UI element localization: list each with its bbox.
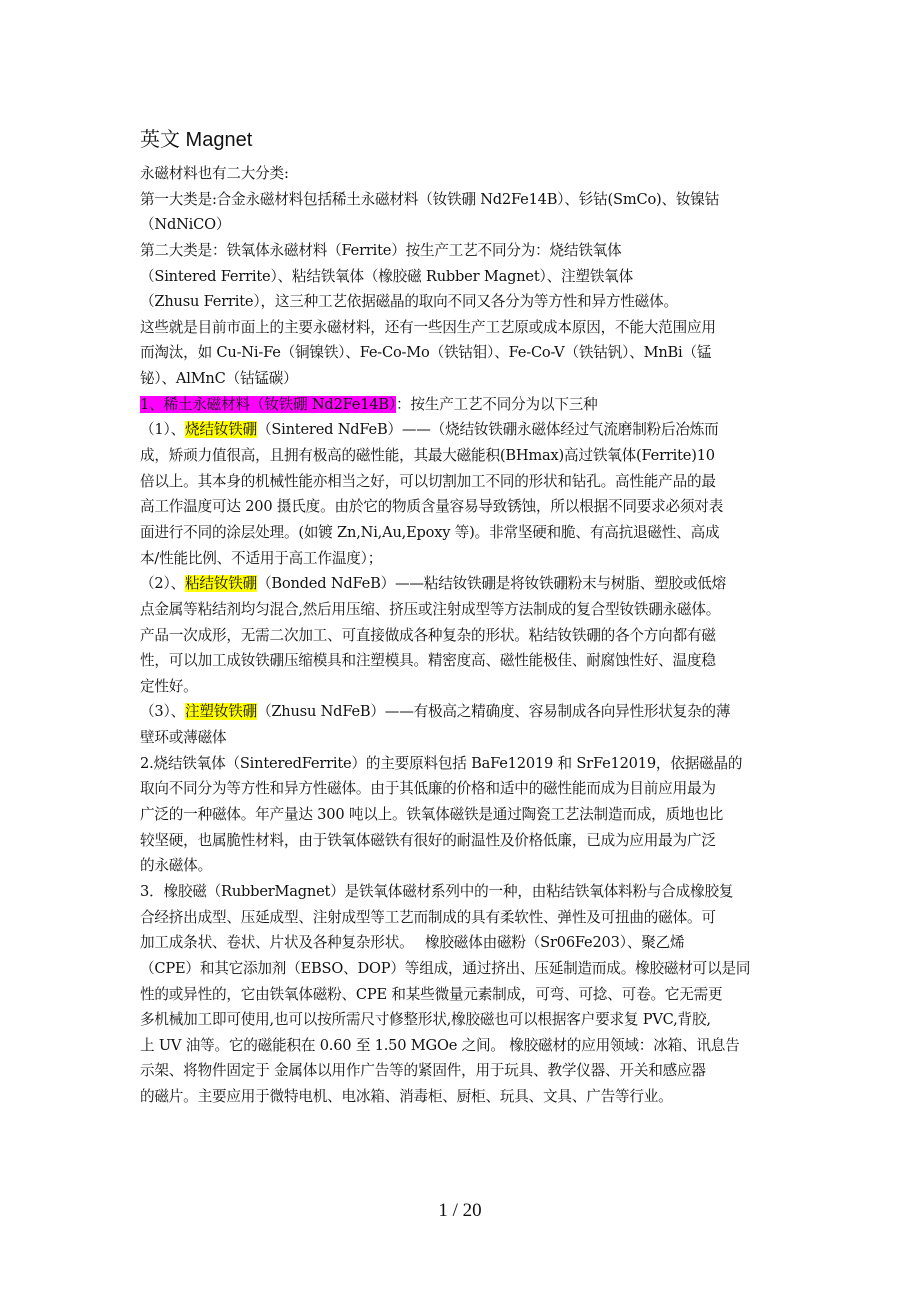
text-segment: 这些就是目前市面上的主要永磁材料，还有一些因生产工艺原或成本原因，不能大范围应用 [140,318,716,336]
text-line [140,366,785,392]
text-segment: 本/性能比例、不适用于高工作温度）； [140,549,383,567]
text-segment: 的磁片。主要应用于微特电机、电冰箱、消毒柜、厨柜、玩具、文具、广告等行业。 [140,1088,673,1106]
text-line [140,853,785,879]
highlighted-text: 注塑钕铁硼 [184,703,257,721]
text-line [140,725,785,751]
text-segment: 产品一次成形，无需二次加工、可直接做成各种复杂的形状。粘结钕铁硼的各个方向都有磁 [140,626,716,644]
text-line [140,520,785,546]
text-line [140,699,785,725]
text-segment: （NdNiCO） [140,216,231,234]
text-line [140,623,785,649]
text-line [140,187,785,213]
text-segment: 第一大类是:合金永磁材料包括稀土永磁材料（钕铁硼 Nd2Fe14B）、钐钴(SmCo)、钕镍钴 [140,190,720,208]
text-line [140,828,785,854]
text-segment: 面进行不同的涂层处理。(如镀 Zn,Ni,Au,Epoxy 等)。非常坚硬和脆、有高抗退磁性、高成 [140,523,720,541]
text-segment: 铋）、AlMnC（钴锰碳） [140,370,298,388]
text-line [140,571,785,597]
text-segment: 壁环或薄磁体 [140,729,227,747]
text-line [140,648,785,674]
highlighted-text: 粘结钕铁硼 [184,575,257,593]
text-line [140,879,785,905]
text-line [140,1007,785,1033]
text-line [140,469,785,495]
text-segment: （Zhusu NdFeB）——有极高之精确度、容易制成各向异性形状复杂的薄 [256,703,731,721]
text-segment: 倍以上。其本身的机械性能亦相当之好，可以切割加工不同的形状和钻孔。高性能产品的最 [140,472,716,490]
text-segment: 点金属等粘结剂均匀混合,然后用压缩、挤压或注射成型等方法制成的复合型钕铁硼永磁体。 [140,600,721,618]
text-line [140,930,785,956]
text-segment: ：按生产工艺不同分为以下三种 [396,395,598,413]
page-indicator: 1 / 20 [438,1200,482,1221]
text-segment: （CPE）和其它添加剂（EBSO、DOP）等组成，通过挤出、压延制造而成。橡胶磁材可以是同 [140,959,751,977]
text-segment: 上 UV 油等。它的磁能积在 0.60 至 1.50 MGOe 之间。 橡胶磁材的应用领域：冰箱、讯息告 [140,1036,740,1054]
text-segment: 而淘汰，如 Cu-Ni-Fe（铜镍铁）、Fe-Co-Mo（铁钴钼）、Fe-Co-V（铁钴钒）、MnBi（锰 [140,344,712,362]
highlighted-text: 烧结钕铁硼 [184,421,257,439]
text-segment: （1）、 [140,421,185,439]
text-segment: 性，可以加工成钕铁硼压缩模具和注塑模具。精密度高、磁性能极佳、耐腐蚀性好、温度稳 [140,652,716,670]
text-line [140,340,785,366]
text-line [140,905,785,931]
text-segment: （Sintered Ferrite）、粘结铁氧体（橡胶磁 Rubber Magnet）、注塑铁氧体 [140,267,633,285]
text-line [140,289,785,315]
text-segment: 合经挤出成型、压延成型、注射成型等工艺而制成的具有柔软性、弹性及可扭曲的磁体。可 [140,908,716,926]
text-segment: 较坚硬，也属脆性材料，由于铁氧体磁铁有很好的耐温性及价格低廉，已成为应用最为广泛 [140,831,716,849]
text-line [140,802,785,828]
text-line [140,751,785,777]
text-segment: 取向不同分为等方性和异方性磁体。由于其低廉的价格和适中的磁性能而成为目前应用最为 [140,780,716,798]
text-line [140,1058,785,1084]
text-segment: 高工作温度可达 200 摄氏度。由於它的物质含量容易导致锈蚀，所以根据不同要求必须对表 [140,498,724,516]
text-segment: 3．橡胶磁（RubberMagnet）是铁氧体磁材系列中的一种，由粘结铁氧体料粉与合成橡胶复 [140,882,734,900]
text-line [140,161,785,187]
text-segment: 性的或异性的，它由铁氧体磁粉、CPE 和某些微量元素制成，可弯、可捻、可卷。它无需更 [140,985,723,1003]
text-segment: （2）、 [140,575,185,593]
text-line [140,982,785,1008]
text-line [140,264,785,290]
text-line [140,443,785,469]
text-line [140,597,785,623]
text-line [140,1033,785,1059]
text-segment: 第二大类是：铁氧体永磁材料（Ferrite）按生产工艺不同分为：烧结铁氧体 [140,241,622,259]
text-line [140,776,785,802]
text-line [140,392,785,418]
highlighted-text: 1、稀土永磁材料（钕铁硼 Nd2Fe14B） [140,395,397,413]
document-body [140,161,785,1110]
text-segment: 成，矫顽力值很高，且拥有极高的磁性能，其最大磁能积(BHmax)高过铁氧体(Ferrite)10 [140,447,715,465]
text-line [140,494,785,520]
text-line [140,674,785,700]
text-segment: （Zhusu Ferrite），这三种工艺依据磁晶的取向不同又各分为等方性和异方性磁体。 [140,293,678,311]
text-line [140,315,785,341]
text-segment: （Bonded NdFeB）——粘结钕铁硼是将钕铁硼粉末与树脂、塑胶或低熔 [256,575,727,593]
text-line [140,212,785,238]
text-segment: 广泛的一种磁体。年产量达 300 吨以上。铁氧体磁铁是通过陶瓷工艺法制造而成，质地也比 [140,806,724,824]
text-line [140,1084,785,1110]
document-title: 英文 Magnet [140,129,253,151]
text-segment: 多机械加工即可使用,也可以按所需尺寸修整形状,橡胶磁也可以根据客户要求复 PVC,背胶, [140,1011,711,1029]
text-line [140,956,785,982]
text-line [140,238,785,264]
text-segment: 2.烧结铁氧体（SinteredFerrite）的主要原料包括 BaFe12019 和 SrFe12019，依据磁晶的 [140,754,743,772]
text-segment: （Sintered NdFeB）——（烧结钕铁硼永磁体经过气流磨制粉后冶炼而 [256,421,719,439]
text-segment: 的永磁体。 [140,857,212,875]
text-segment: 加工成条状、卷状、片状及各种复杂形状。 橡胶磁体由磁粉（Sr06Fe203）、聚乙烯 [140,934,685,952]
text-line [140,546,785,572]
text-line [140,417,785,443]
text-segment: 永磁材料也有二大分类: [140,165,289,182]
text-segment: 定性好。 [140,677,198,695]
text-segment: 示架、将物件固定于 金属体以用作广告等的紧固件，用于玩具、教学仪器、开关和感应器 [140,1062,706,1080]
text-segment: （3）、 [140,703,185,721]
